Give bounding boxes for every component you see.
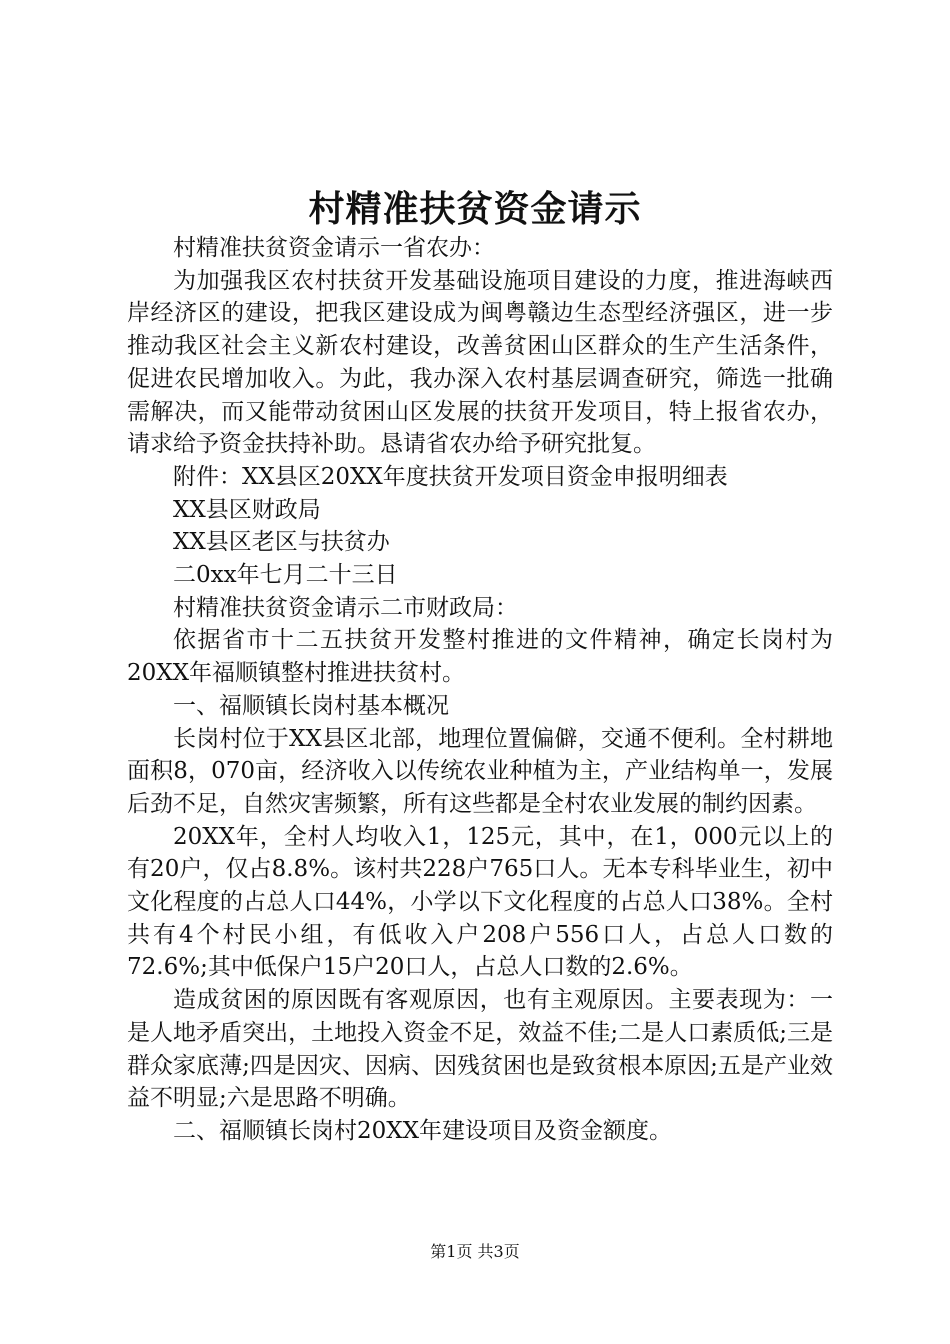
paragraph: 20XX年，全村人均收入1，125元，其中，在1，000元以上的有20户，仅占8.8%。该村共228户765口人。无本专科毕业生，初中文化程度的占总人口44%，小学以下文化程度的占总人口38%。全村共有4个村民小组，有低收入户208户556口人，占总人口数的72.6%;其中低保户15户20口人，占总人口数的2.6%。 (127, 823, 833, 981)
paragraph: 二0xx年七月二十三日 (173, 562, 398, 589)
paragraph: XX县区老区与扶贫办 (173, 529, 390, 556)
paragraph: 村精准扶贫资金请示二市财政局： (173, 594, 518, 621)
document-title: 村精准扶贫资金请示 (308, 188, 642, 230)
page-footer: 第1页 共3页 (430, 1242, 520, 1261)
paragraph: XX县区财政局 (173, 496, 321, 523)
paragraph: 附件：XX县区20XX年度扶贫开发项目资金申报明细表 (173, 463, 728, 490)
paragraph: 为加强我区农村扶贫开发基础设施项目建设的力度，推进海峡西岸经济区的建设，把我区建设成为闽粤赣边生态型经济强区，进一步推动我区社会主义新农村建设，改善贫困山区群众的生产生活条件，促进农民增加收入。为此，我办深入农村基层调查研究，筛选一批确需解决，而又能带动贫困山区发展的扶贫开发项目，特上报省农办，请求给予资金扶持补助。恳请省农办给予研究批复。 (127, 267, 833, 458)
paragraph: 长岗村位于XX县区北部，地理位置偏僻，交通不便利。全村耕地面积8，070亩，经济收入以传统农业种植为主，产业结构单一，发展后劲不足，自然灾害频繁，所有这些都是全村农业发展的制约因素。 (127, 725, 833, 817)
document-body (127, 232, 833, 1148)
paragraph: 一、福顺镇长岗村基本概况 (173, 692, 449, 719)
paragraph: 依据省市十二五扶贫开发整村推进的文件精神，确定长岗村为20XX年福顺镇整村推进扶贫村。 (127, 627, 833, 687)
paragraph: 造成贫困的原因既有客观原因，也有主观原因。主要表现为：一是人地矛盾突出，土地投入资金不足，效益不佳;二是人口素质低;三是群众家底薄;四是因灾、因病、因残贫困也是致贫根本原因;五是产业效益不明显;六是思路不明确。 (127, 987, 833, 1112)
paragraph: 村精准扶贫资金请示一省农办： (173, 235, 495, 261)
paragraph: 二、福顺镇长岗村20XX年建设项目及资金额度。 (173, 1117, 673, 1144)
